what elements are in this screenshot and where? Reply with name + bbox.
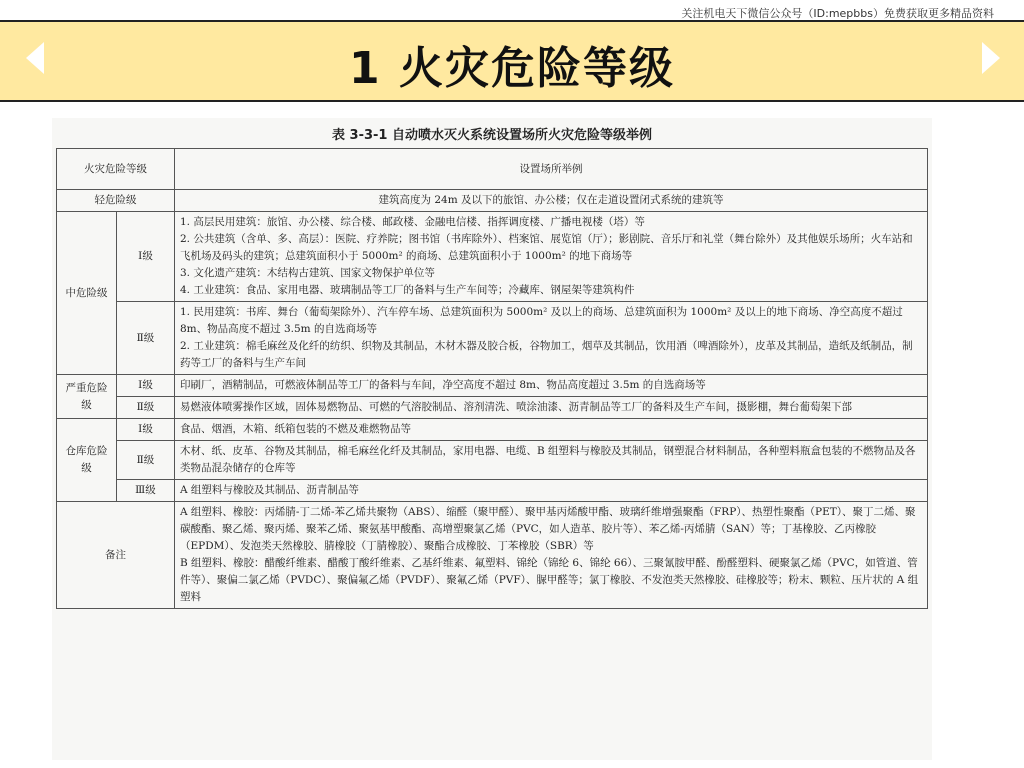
table-row (57, 480, 928, 502)
severe-g1-sub: Ⅰ级 (117, 375, 175, 397)
table-row (57, 419, 928, 441)
warehouse-level: 仓库危险级 (57, 419, 117, 502)
table-row (57, 190, 928, 212)
list-item: 4. 工业建筑：食品、家用电器、玻璃制品等工厂的备料与生产车间等；冷藏库、钢屋架等建筑构件 (180, 284, 635, 296)
table-row (57, 375, 928, 397)
warehouse-g2-sub: Ⅱ级 (117, 441, 175, 480)
header-example: 设置场所举例 (175, 149, 928, 190)
table-header-row (57, 149, 928, 190)
warehouse-g2-text: 木材、纸、皮革、谷物及其制品，棉毛麻丝化纤及其制品，家用电器、电缆、B 组塑料与橡胶及其制品，钢塑混合材料制品，各种塑料瓶盒包装的不燃物品及各类物品混杂储存的仓库等 (175, 441, 928, 480)
severe-g1-text: 印刷厂，酒精制品，可燃液体制品等工厂的备料与车间，净空高度不超过 8m、物品高度超过 3.5m 的自选商场等 (175, 375, 928, 397)
medium-g2-text (175, 302, 928, 375)
list-item: 2. 工业建筑：棉毛麻丝及化纤的纺织、织物及其制品，木材木器及胶合板，谷物加工，烟草及其制品，饮用酒（啤酒除外），皮革及其制品，造纸及纸制品，制药等工厂的备料与生产车间 (180, 340, 913, 369)
severe-g2-sub: Ⅱ级 (117, 397, 175, 419)
medium-g1-sub: Ⅰ级 (117, 212, 175, 302)
medium-level: 中危险级 (57, 212, 117, 375)
note-a: A 组塑料、橡胶：丙烯腈-丁二烯-苯乙烯共聚物（ABS）、缩醛（聚甲醛）、聚甲基丙烯酸甲酯、玻璃纤维增强聚酯（FRP）、热塑性聚酯（PET）、聚丁二烯、聚碳酸酯、聚乙烯、聚丙烯、聚苯乙烯、聚氨基甲酸酯、高增塑聚氯乙烯（PVC，如人造革、胶片等）、苯乙烯-丙烯腈（SAN）等；丁基橡胶、乙丙橡胶（EPDM）、发泡类天然橡胶、腈橡胶（丁腈橡胶）、聚酯合成橡胶、丁苯橡胶（SBR）等 (180, 506, 916, 552)
list-item: 1. 民用建筑：书库、舞台（葡萄架除外）、汽车停车场、总建筑面积为 5000m² 及以上的商场、总建筑面积为 1000m² 及以上的地下商场、净空高度不超过 8m、物品高度不超过 3.5m 的自选商场等 (180, 306, 903, 335)
table-row (57, 397, 928, 419)
list-item: 1. 高层民用建筑：旅馆、办公楼、综合楼、邮政楼、金融电信楼、指挥调度楼、广播电视楼（塔）等 (180, 216, 645, 228)
slide-title: 1 火灾危险等级 (349, 43, 675, 94)
notes-label: 备注 (57, 502, 175, 609)
light-text: 建筑高度为 24m 及以下的旅馆、办公楼；仅在走道设置闭式系统的建筑等 (175, 190, 928, 212)
list-item: 2. 公共建筑（含单、多、高层）：医院、疗养院；图书馆（书库除外）、档案馆、展览馆（厅）；影剧院、音乐厅和礼堂（舞台除外）及其他娱乐场所；火车站和飞机场及码头的建筑；总建筑面积小于 5000m² 的商场、总建筑面积小于 1000m² 的地下商场等 (180, 233, 913, 262)
medium-g2-sub: Ⅱ级 (117, 302, 175, 375)
chevron-right-icon[interactable] (982, 42, 1000, 74)
scanned-table-document (52, 118, 932, 760)
table-title: 表 3-3-1 自动喷水灭火系统设置场所火灾危险等级举例 (332, 128, 652, 143)
table-row (57, 212, 928, 302)
warehouse-g3-text: A 组塑料与橡胶及其制品、沥青制品等 (175, 480, 928, 502)
header-level: 火灾危险等级 (57, 149, 175, 190)
watermark-text: 关注机电天下微信公众号（ID:mepbbs）免费获取更多精品资料 (681, 7, 994, 20)
note-b: B 组塑料、橡胶：醋酸纤维素、醋酸丁酸纤维素、乙基纤维素、氟塑料、锦纶（锦纶 6、锦纶 66）、三聚氰胺甲醛、酚醛塑料、硬聚氯乙烯（PVC，如管道、管件等）、聚偏二氯乙烯（PVDC）、聚偏氟乙烯（PVDF）、聚氟乙烯（PVF）、脲甲醛等；氯丁橡胶、不发泡类天然橡胶、硅橡胶等；粉末、颗粒、压片状的 A 组塑料 (180, 557, 919, 603)
warehouse-g1-text: 食品、烟酒，木箱、纸箱包装的不燃及难燃物品等 (175, 419, 928, 441)
list-item: 3. 文化遗产建筑：木结构古建筑、国家文物保护单位等 (180, 267, 435, 279)
light-level: 轻危险级 (57, 190, 175, 212)
medium-g1-text (175, 212, 928, 302)
notes-text (175, 502, 928, 609)
severe-level: 严重危险级 (57, 375, 117, 419)
severe-g2-text: 易燃液体喷雾操作区域，固体易燃物品、可燃的气溶胶制品、溶剂清洗、喷涂油漆、沥青制品等工厂的备料及生产车间，摄影棚，舞台葡萄架下部 (175, 397, 928, 419)
table-row (57, 502, 928, 609)
table-row (57, 441, 928, 480)
table-row (57, 302, 928, 375)
fire-hazard-table (56, 148, 928, 609)
slide-title-bar (0, 20, 1024, 102)
warehouse-g1-sub: Ⅰ级 (117, 419, 175, 441)
warehouse-g3-sub: Ⅲ级 (117, 480, 175, 502)
